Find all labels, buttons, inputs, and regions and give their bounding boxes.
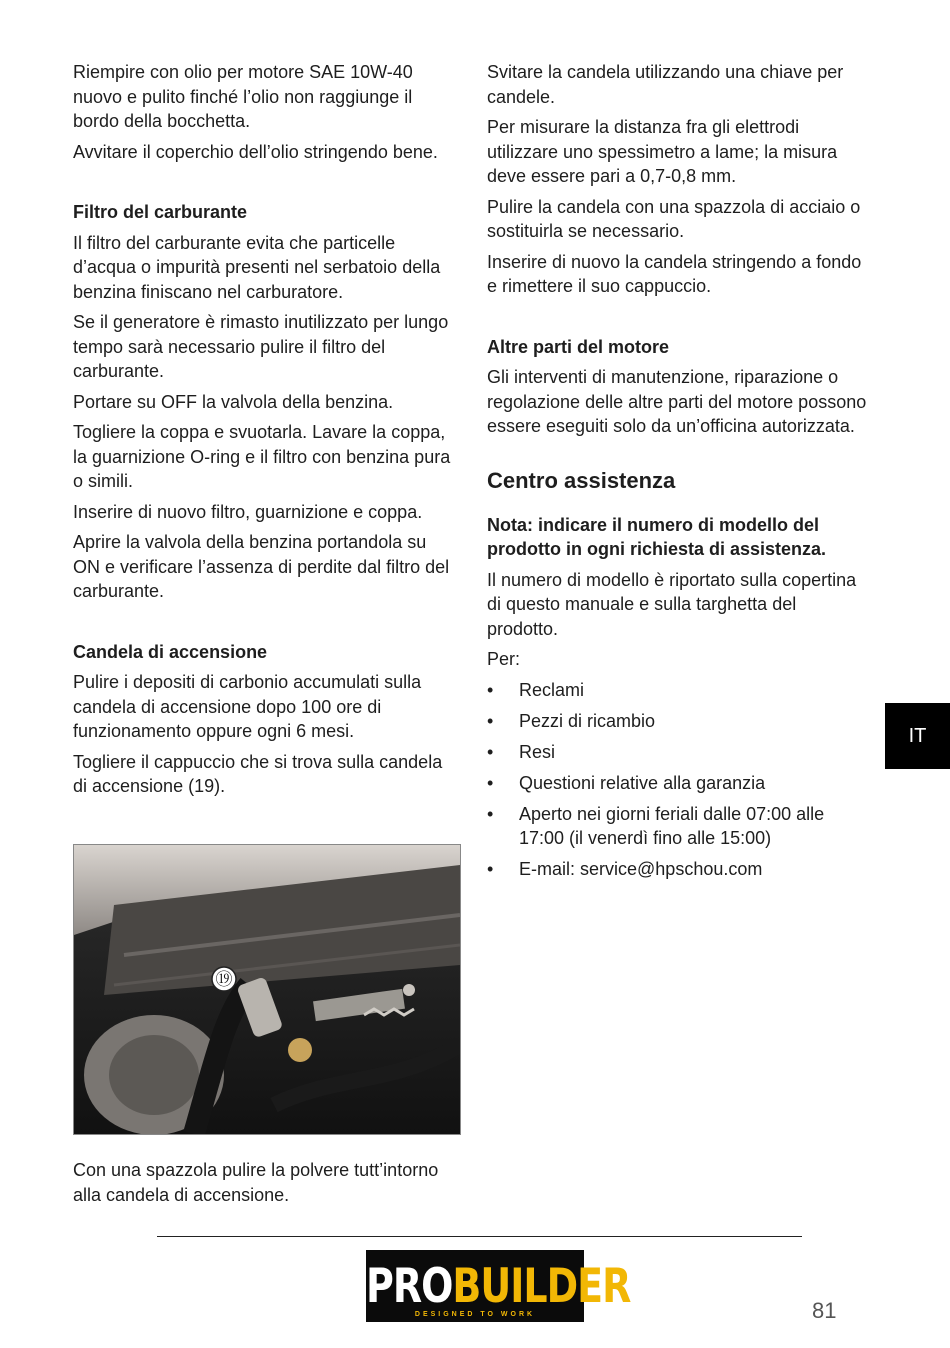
probuilder-logo <box>366 1250 631 1322</box>
bullet-icon: • <box>487 859 494 879</box>
logo-pro: PRO <box>366 1258 453 1313</box>
fuel-filter-text-3: Portare su OFF la valvola della benzina. <box>73 391 394 412</box>
logo-builder: BUILDER <box>452 1258 631 1313</box>
service-note: Nota: indicare il numero di modello del prodotto in ogni richiesta di assistenza. <box>487 514 827 559</box>
oil-cap-text: Avvitare il coperchio dell’olio stringendo bene. <box>73 141 438 162</box>
fuel-filter-text-2: Se il generatore è rimasto inutilizzato per lungo tempo sarà necessario pulire il filtro del carburante. <box>73 312 449 381</box>
photo-caption-block <box>73 1158 453 1213</box>
bullet-icon: • <box>487 741 494 762</box>
bullet-icon: • <box>487 803 494 824</box>
fuel-filter-heading: Filtro del carburante <box>73 202 248 222</box>
model-number-text: Il numero di modello è riportato sulla copertina di questo manuale e sulla targhetta del prodotto. <box>487 569 857 639</box>
list-item: • Resi <box>487 740 867 765</box>
unscrew-plug-text: Svitare la candela utilizzando una chiave per candele. <box>487 62 844 107</box>
fuel-filter-text-4: Togliere la coppa e svuotarla. Lavare la coppa, la guarnizione O-ring e il filtro con benzina pura o simili. <box>73 422 451 491</box>
bullet-icon: • <box>487 772 494 793</box>
footer-divider <box>157 1236 802 1237</box>
service-list <box>487 678 867 882</box>
list-item: • Pezzi di ricambio <box>487 709 867 734</box>
reinsert-plug-text: Inserire di nuovo la candela stringendo a fondo e rimettere il suo cappuccio. <box>487 251 862 296</box>
service-center-heading: Centro assistenza <box>487 467 676 493</box>
engine-parts-heading: Altre parti del motore <box>487 336 670 357</box>
list-item: • Questioni relative alla garanzia <box>487 771 867 796</box>
spark-plug-heading: Candela di accensione <box>73 641 268 662</box>
bullet-icon: • <box>487 679 494 700</box>
fuel-filter-text-1: Il filtro del carburante evita che particelle d’acqua o impurità presenti nel serbatoio della benzina finiscano nel carburatore. <box>73 232 441 302</box>
page-number: 81 <box>812 1298 837 1323</box>
clean-plug-text: Pulire la candela con una spazzola di acciaio o sostituirla se necessario. <box>487 196 861 241</box>
list-item: • Aperto nei giorni feriali dalle 07:00 alle 17:00 (il venerdì fino alle 15:00) <box>487 803 825 848</box>
list-item: • Reclami <box>487 678 867 703</box>
list-item <box>487 857 867 882</box>
engine-photo-illustration <box>74 845 460 1134</box>
language-tab: IT <box>885 703 950 769</box>
email-text: E-mail: service@hpschou.com <box>519 859 763 879</box>
right-column <box>487 60 867 888</box>
callout-number: ⑲ <box>215 970 233 990</box>
spark-plug-photo <box>73 844 461 1135</box>
spark-plug-text-1: Pulire i depositi di carbonio accumulati sulla candela di accensione dopo 100 ore di funzionamento oppure ogni 6 mesi. <box>73 672 422 741</box>
per-label: Per: <box>487 649 521 669</box>
left-column <box>73 60 453 805</box>
logo-tagline: DESIGNED TO WORK <box>414 1311 536 1318</box>
fuel-filter-text-6: Aprire la valvola della benzina portandola su ON e verificare l’assenza di perdite dal filtro del carburante. <box>73 532 450 601</box>
spark-plug-text-2: Togliere il cappuccio che si trova sulla candela di accensione (19). <box>73 751 443 796</box>
fuel-filter-text-5: Inserire di nuovo filtro, guarnizione e coppa. <box>73 501 423 522</box>
engine-parts-text: Gli interventi di manutenzione, riparazione o regolazione delle altre parti del motore possono essere eseguiti solo da un’officina autorizzata. <box>487 367 867 436</box>
oil-fill-text: Riempire con olio per motore SAE 10W-40 nuovo e pulito finché l’olio non raggiunge il bordo della bocchetta. <box>73 62 413 131</box>
bullet-icon: • <box>487 710 494 731</box>
gap-measure-text: Per misurare la distanza fra gli elettrodi utilizzare uno spessimetro a lame; la misura deve essere pari a 0,7-0,8 mm. <box>487 117 838 186</box>
photo-caption: Con una spazzola pulire la polvere tutt’intorno alla candela di accensione. <box>73 1160 439 1205</box>
